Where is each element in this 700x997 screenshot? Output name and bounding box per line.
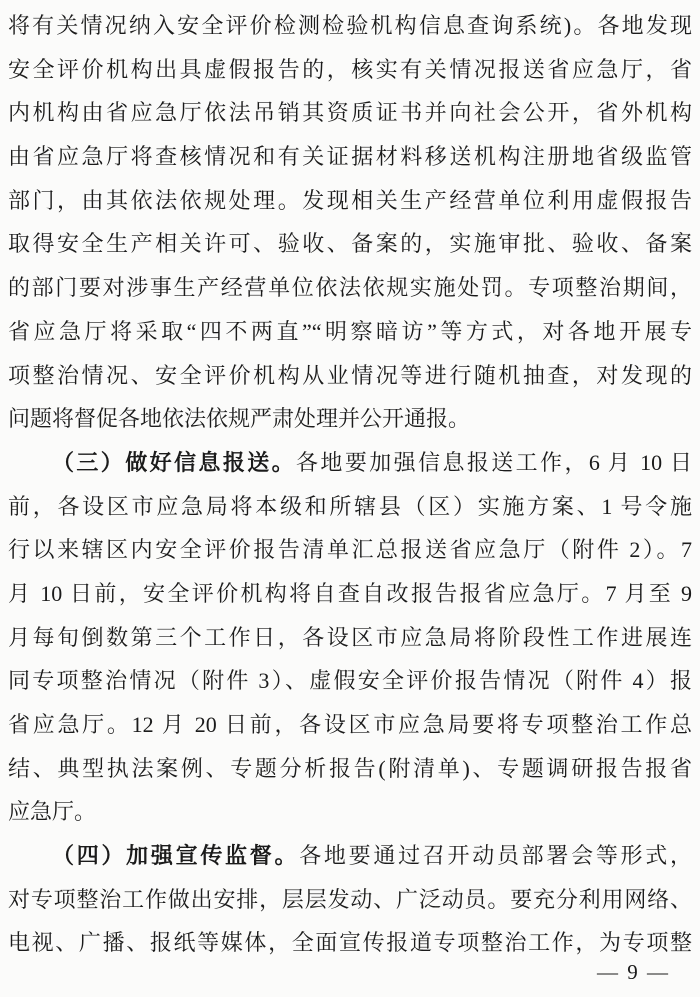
text-line: 前，各设区市应急局将本级和所辖县（区）实施方案、1 号令施 [8, 493, 692, 519]
text-line: 取得安全生产相关许可、验收、备案的，实施审批、验收、备案 [8, 231, 692, 257]
section-4-heading: （四）加强宣传监督。 [52, 843, 300, 869]
text-line-section-3 [8, 441, 692, 485]
text-line: 问题将督促各地依法依规严肃处理并公开通报。 [8, 406, 471, 432]
text-line-section-4 [8, 834, 692, 878]
text-line: 部门，由其依法依规处理。发现相关生产经营单位利用虚假报告 [8, 187, 692, 213]
section-3-heading: （三）做好信息报送。 [52, 449, 297, 475]
text-line: 电视、广播、报纸等媒体，全面宣传报道专项整治工作，为专项整 [8, 930, 692, 956]
text-line: 的部门要对涉事生产经营单位依法依规实施处罚。专项整治期间， [8, 275, 692, 301]
document-text-block [8, 4, 692, 965]
section-4-lead-text: 各地要通过召开动员部署会等形式， [299, 843, 692, 869]
section-3-lead-text: 各地要加强信息报送工作，6 月 10 日 [296, 449, 692, 475]
text-line: 结、典型执法案例、专题分析报告(附清单)、专题调研报告报省 [8, 755, 692, 781]
text-line: 月 10 日前，安全评价机构将自查自改报告报省应急厅。7 月至 9 [8, 580, 692, 606]
text-line: 行以来辖区内安全评价报告清单汇总报送省应急厅（附件 2）。7 [8, 537, 692, 563]
text-line: 将有关情况纳入安全评价检测检验机构信息查询系统)。各地发现 [8, 13, 692, 38]
text-line: 内机构由省应急厅依法吊销其资质证书并向社会公开，省外机构 [8, 100, 692, 126]
text-line: 项整治情况、安全评价机构从业情况等进行随机抽查，对发现的 [8, 362, 692, 388]
text-line: 应急厅。 [8, 799, 97, 825]
text-line: 省应急厅将采取“四不两直”“明察暗访”等方式，对各地开展专 [8, 318, 692, 344]
text-line: 安全评价机构出具虚假报告的，核实有关情况报送省应急厅，省 [8, 56, 692, 82]
text-line: 同专项整治情况（附件 3）、虚假安全评价报告情况（附件 4）报 [8, 668, 692, 694]
text-line: 省应急厅。12 月 20 日前，各设区市应急局要将专项整治工作总 [8, 712, 692, 737]
text-line: 月每旬倒数第三个工作日，各设区市应急局将阶段性工作进展连 [8, 624, 692, 650]
page-number: — 9 — [597, 960, 670, 984]
text-line: 对专项整治工作做出安排，层层发动、广泛动员。要充分利用网络、 [8, 886, 692, 912]
text-line: 由省应急厅将查核情况和有关证据材料移送机构注册地省级监管 [8, 144, 692, 170]
